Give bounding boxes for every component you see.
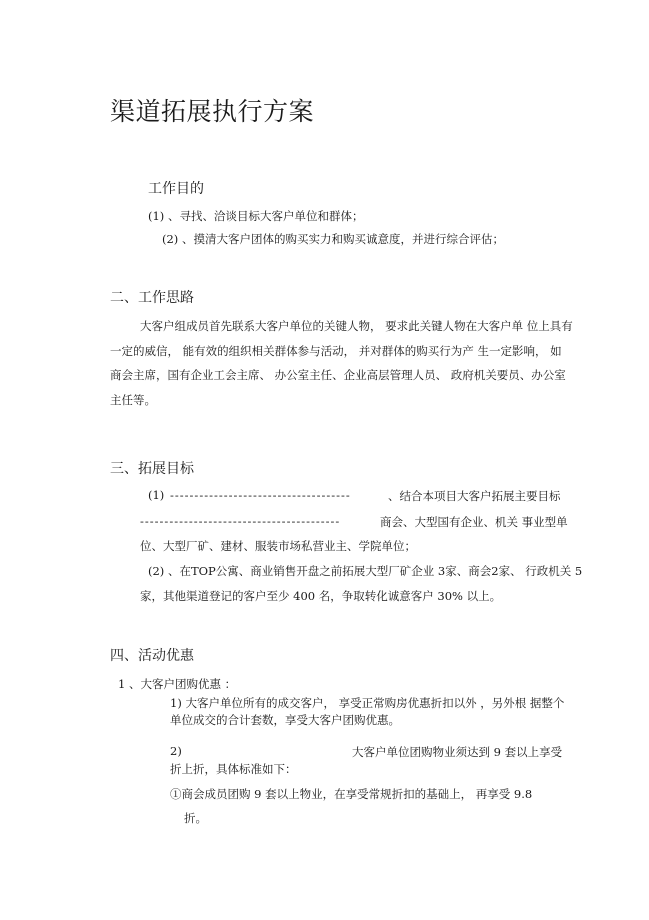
goal-item-1-leader-2: ----------------------------------------- [140,514,341,528]
promotion-point-1-line-2: 单位成交的合计套数，享受大客户团购优惠。 [170,713,400,727]
approach-line-3: 商会主席，国有企业工会主席、 办公室主任、企业高层管理人员、 政府机关要员、办公室 [110,368,566,382]
section-heading-goals: 三、拓展目标 [110,461,194,477]
goal-item-1-line-2: 商会、大型国有企业、机关 事业型单 [380,515,568,529]
promotion-subheading-1: 1 、大客户团购优惠 ： [118,677,237,691]
promotion-point-1-line-1: 1) 大客户单位所有的成交客户， 享受正常购房优惠折扣以外 ，另外根 据整个 [170,696,565,710]
goal-item-1-number: (1) [148,488,165,502]
goal-item-2-line-2: 家，其他渠道登记的客户至少 400 名，争取转化诚意客户 30% 以上。 [140,589,502,603]
goal-item-2-line-1: (2) 、在TOP公寓、商业销售开盘之前拓展大型厂矿企业 3家、商会2家、 行政机关 5 [148,564,583,578]
approach-line-4: 主任等。 [110,393,156,407]
page-title: 渠道拓展执行方案 [110,97,315,126]
approach-line-2: 一定的威信， 能有效的组织相关群体参与活动， 并对群体的购买行为产 生一定影响， 如 [110,344,562,358]
goal-item-1-leader: ------------------------------------- [170,488,351,502]
promotion-tier-1-line-1: ①商会成员团购 9 套以上物业，在享受常规折扣的基础上， 再享受 9.8 [170,787,533,801]
goal-item-1-text: 、结合本项目大客户拓展主要目标 [388,489,561,503]
promotion-tier-1-line-2: 折。 [184,811,207,825]
promotion-point-2-line-1: 大客户单位团购物业须达到 9 套以上享受 [352,745,563,759]
promotion-point-2-number: 2) [170,744,182,758]
section-heading-purpose: 工作目的 [148,181,204,197]
approach-line-1: 大客户组成员首先联系大客户单位的关键人物， 要求此关键人物在大客户单 位上具有 [140,319,573,333]
purpose-item-1: (1) 、寻找、洽谈目标大客户单位和群体； [148,209,364,223]
goal-item-1-line-3: 位、大型厂矿、建材、服装市场私营业主、学院单位； [140,539,416,553]
purpose-item-2: (2) 、摸清大客户团体的购买实力和购买诚意度，并进行综合评估； [162,232,504,246]
section-heading-promotions: 四、活动优惠 [110,648,194,664]
promotion-point-2-line-2: 折上折，具体标准如下： [170,762,297,776]
section-heading-approach: 二、工作思路 [110,290,194,306]
